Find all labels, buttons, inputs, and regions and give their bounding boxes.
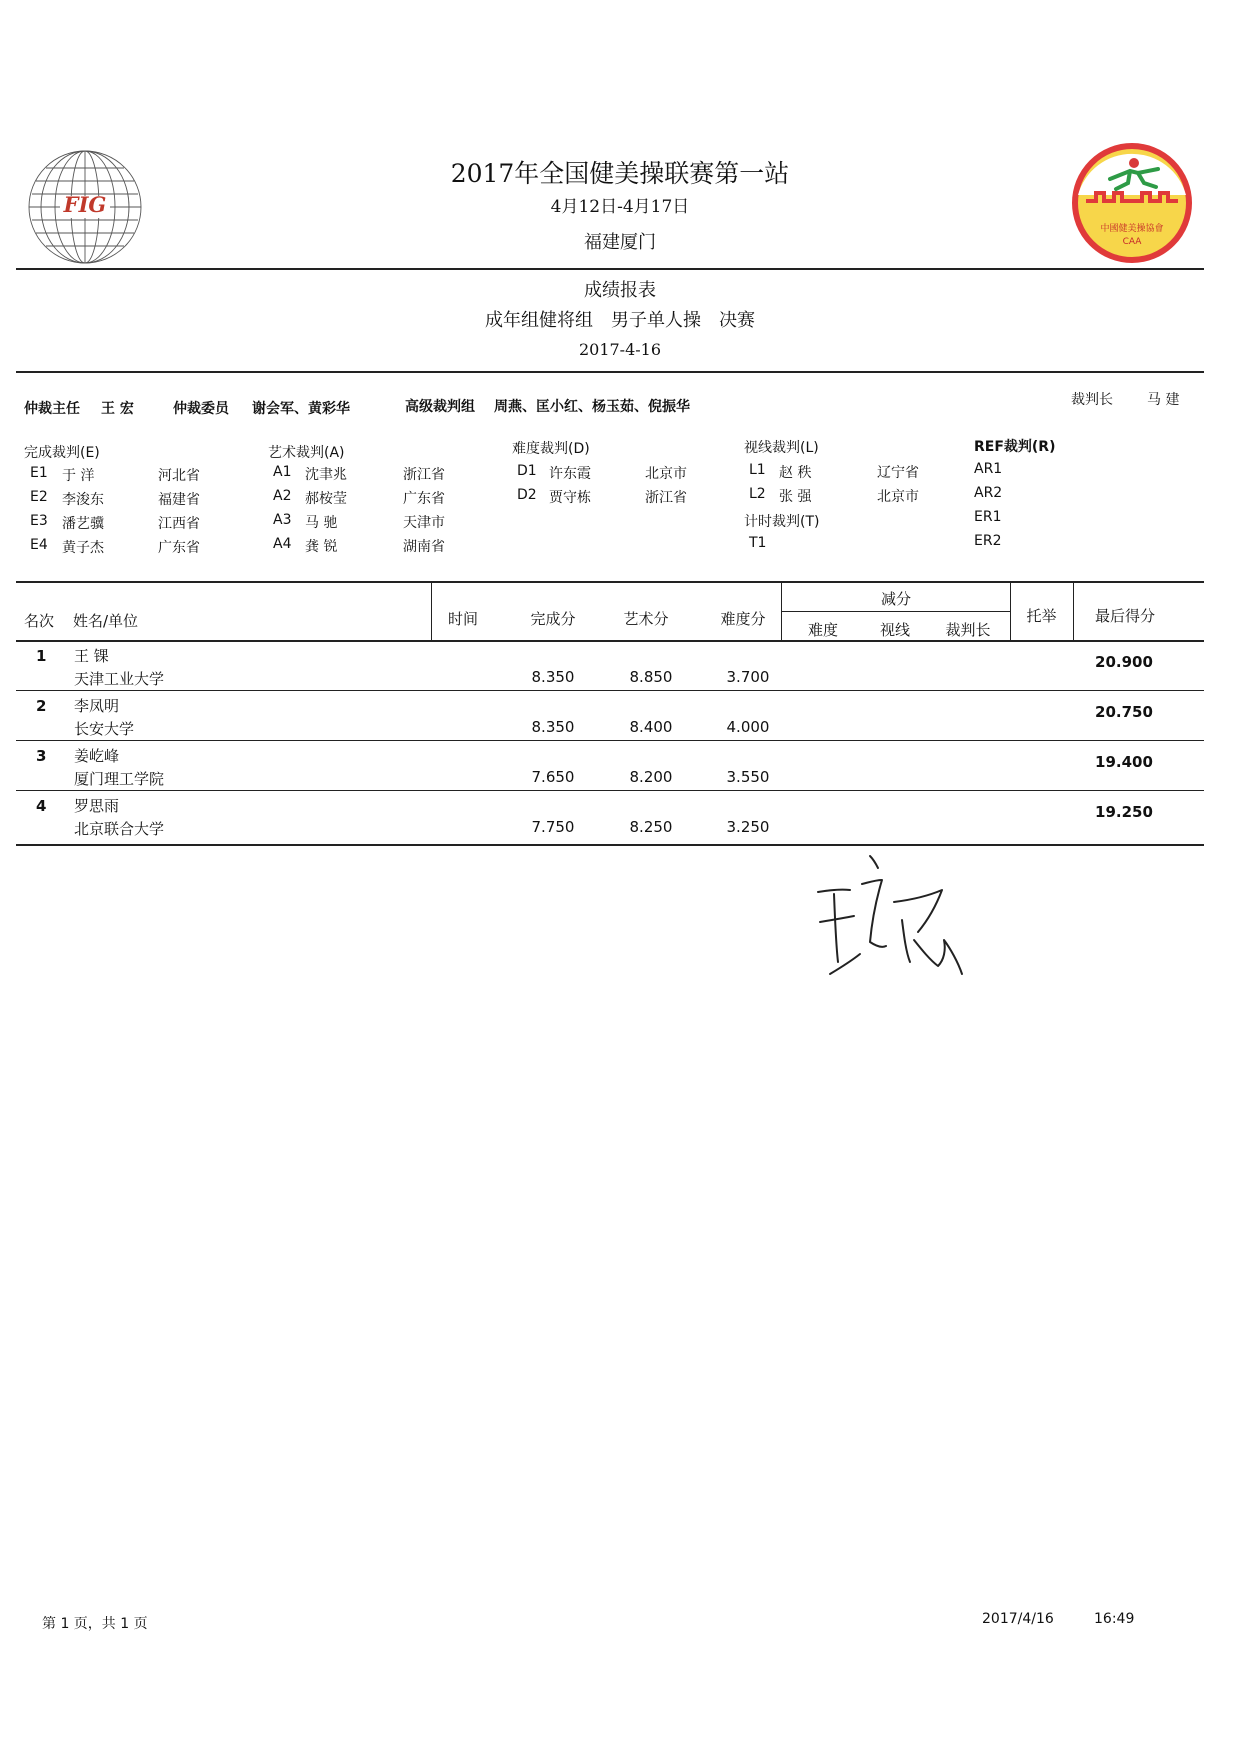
execution-judge-row: E3 潘艺骥 江西省 — [30, 513, 200, 532]
artistry-judge-row: A3 马 驰 天津市 — [273, 512, 445, 531]
artistry-judge-row: A1 沈聿兆 浙江省 — [273, 464, 445, 483]
execution-panel-label: 完成裁判(E) — [24, 445, 100, 461]
col-header-ded-difficulty: 难度 — [807, 621, 838, 639]
col-header-deductions: 减分 — [880, 590, 911, 608]
col-header-lift: 托举 — [1026, 607, 1057, 625]
difficulty-judge-row: D1 许东霞 北京市 — [517, 463, 687, 482]
execution-judge-row: E2 李浚东 福建省 — [30, 489, 200, 508]
artistry-score: 8.850 — [629, 668, 673, 686]
caa-logo-text: 中國健美操協會 — [1100, 224, 1164, 234]
timer-panel-label: 计时裁判(T) — [744, 514, 820, 530]
execution-score: 8.350 — [531, 718, 575, 736]
col-header-ded-chief: 裁判长 — [945, 621, 991, 639]
final-score: 20.750 — [1095, 703, 1153, 721]
senior-panel-label: 高级裁判组 — [405, 399, 475, 415]
athlete-name: 姜屹峰 — [74, 747, 120, 765]
arbitration-director-label: 仲裁主任 — [24, 401, 80, 417]
difficulty-score: 3.700 — [726, 668, 770, 686]
execution-judge-row: E1 于 洋 河北省 — [30, 465, 200, 484]
difficulty-panel-label: 难度裁判(D) — [512, 441, 590, 457]
athlete-name: 王 锞 — [74, 647, 109, 665]
athlete-unit: 天津工业大学 — [74, 670, 165, 688]
col-header-ded-line: 视线 — [879, 621, 910, 639]
difficulty-score: 3.250 — [726, 818, 770, 836]
athlete-unit: 北京联合大学 — [74, 820, 165, 838]
senior-panel: 周燕、匡小红、杨玉茹、倪振华 — [494, 399, 690, 415]
athlete-unit: 长安大学 — [74, 720, 135, 738]
difficulty-judge-row: D2 贾守栋 浙江省 — [517, 487, 687, 506]
reference-judge-code: AR1 — [974, 461, 1003, 477]
execution-score: 7.750 — [531, 818, 575, 836]
event-dates: 4月12日-4月17日 — [550, 197, 690, 217]
difficulty-score: 3.550 — [726, 768, 770, 786]
signature-icon — [810, 850, 990, 1000]
chief-judge-label: 裁判长 — [1071, 392, 1113, 408]
reference-panel-label: REF裁判(R) — [974, 439, 1056, 455]
athlete-unit: 厦门理工学院 — [74, 770, 165, 788]
artistry-panel-label: 艺术裁判(A) — [268, 445, 345, 461]
difficulty-score: 4.000 — [726, 718, 770, 736]
artistry-score: 8.250 — [629, 818, 673, 836]
print-time: 16:49 — [1094, 1611, 1135, 1627]
artistry-judge-row: A4 龚 锐 湖南省 — [273, 536, 445, 555]
athlete-name: 李凤明 — [74, 697, 120, 715]
chief-judge: 马 建 — [1147, 392, 1180, 408]
arbitration-members: 谢会军、黄彩华 — [252, 401, 350, 417]
artistry-score: 8.200 — [629, 768, 673, 786]
final-score: 20.900 — [1095, 653, 1153, 671]
page-title: 2017年全国健美操联赛第一站 — [450, 159, 790, 188]
caa-logo — [1072, 143, 1192, 263]
rank: 4 — [36, 797, 47, 815]
arbitration-director: 王 宏 — [101, 401, 134, 417]
header-divider — [16, 268, 1204, 270]
timer-judge-code: T1 — [749, 535, 767, 551]
reference-judge-code: ER2 — [974, 533, 1002, 549]
arbitration-members-label: 仲裁委员 — [173, 401, 229, 417]
col-header-execution: 完成分 — [530, 610, 576, 628]
execution-score: 7.650 — [531, 768, 575, 786]
line-judge-row: L2 张 强 北京市 — [749, 486, 919, 505]
col-header-difficulty: 难度分 — [720, 610, 766, 628]
reference-judge-code: ER1 — [974, 509, 1002, 525]
fig-logo — [26, 148, 144, 266]
line-judge-row: L1 赵 秩 辽宁省 — [749, 462, 919, 481]
report-date: 2017-4-16 — [578, 340, 662, 359]
page-info: 第 1 页，共 1 页 — [42, 1616, 148, 1632]
col-header-rank: 名次 — [24, 612, 55, 630]
report-divider — [16, 371, 1204, 373]
line-panel-label: 视线裁判(L) — [744, 440, 819, 456]
execution-judge-row: E4 黄子杰 广东省 — [30, 537, 200, 556]
rank: 1 — [36, 647, 47, 665]
col-header-name-unit: 姓名/单位 — [73, 612, 139, 630]
final-score: 19.250 — [1095, 803, 1153, 821]
col-header-time: 时间 — [447, 610, 478, 628]
fig-logo-text: FIG — [63, 192, 107, 217]
col-header-final: 最后得分 — [1094, 607, 1155, 625]
report-title: 成绩报表 — [584, 280, 656, 301]
execution-score: 8.350 — [531, 668, 575, 686]
rank: 3 — [36, 747, 47, 765]
reference-judge-code: AR2 — [974, 485, 1003, 501]
final-score: 19.400 — [1095, 753, 1153, 771]
caa-logo-subtext: CAA — [1122, 237, 1142, 247]
col-header-artistry: 艺术分 — [623, 610, 669, 628]
artistry-score: 8.400 — [629, 718, 673, 736]
print-date: 2017/4/16 — [982, 1611, 1054, 1627]
athlete-name: 罗思雨 — [74, 797, 120, 815]
handwritten-signature — [810, 850, 990, 1000]
rank: 2 — [36, 697, 47, 715]
artistry-judge-row: A2 郝桉莹 广东省 — [273, 488, 445, 507]
report-event: 成年组健将组 男子单人操 决赛 — [485, 310, 755, 331]
event-location: 福建厦门 — [584, 232, 656, 253]
